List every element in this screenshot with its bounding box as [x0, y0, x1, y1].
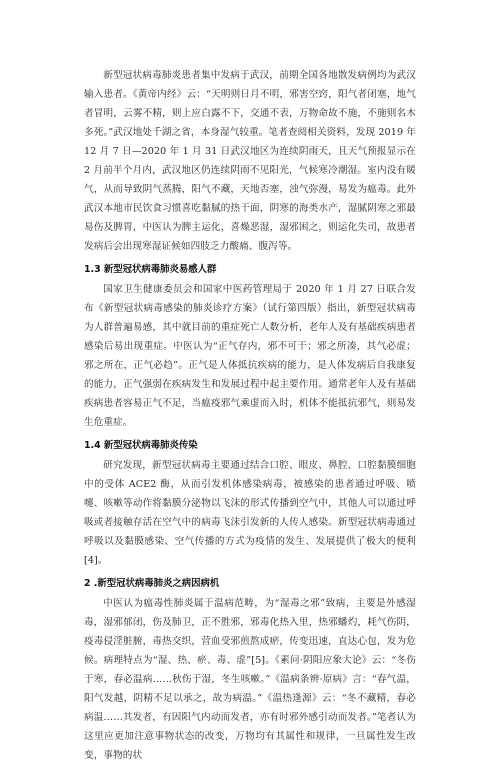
- section-heading-transmission: 1.4 新型冠状病毒肺炎传染: [84, 440, 198, 451]
- section-heading-etiology: 2 .新型冠状病毒肺炎之病因病机: [84, 578, 220, 589]
- paragraph-wuhan-climate: 新型冠状病毒肺炎患者集中发病于武汉，前期全国各地散发病例均为武汉输入患者。《黄帝内经》云：“天明则日月不明，邪害空窍，阳气者闭塞，地气者冒明，云雾不精，则上应白露不下，交通不表，万物命故不施，不施则名木多死。”武汉地处千湖之省，本身湿气较重。笔者查阅相关资料，发现 2019 年 12 月 7 日—2020 年 1 月 31 日武汉地区为连续阴雨天，且天气预报显示在 2 月前半个月内，武汉地区仍连续阴雨不见阳光，气候寒冷潮湿。室内没有暖气，从而导致阴气蒸腾，阳气不藏，天地否塞，浊气弥漫，易发为瘟毒。此外武汉本地市民饮食习惯喜吃黏腻的热干面，阴寒的海类水产，湿腻阴寒之邪最易伤及脾胃，中医认为脾主运化，喜燥恶湿，湿邪困之，则运化失司，故患者发病后会出现寒湿证候如四肢乏力酸痛、腹泻等。: [84, 70, 416, 252]
- paragraph-etiology: 中医认为瘟毒性肺炎属于温病范畴，为“湿毒之邪”致病，主要是外感湿毒，湿邪郁闭，伤及肺卫，正不胜邪，邪毒化热入里，热邪蟠灼，耗气伤阴，疫毒侵淫脏腑，毒热交织，营血受邪煎熬成瘀，传变迅速，直达心包，发为危候。病理特点为“湿、热、瘀、毒、虚”[5]。《素问·阴阳应象大论》云：“冬伤于寒，春必温病……秋伤于湿，冬生咳嗽。”《温病条辨·原病》言：“春气温，阳气发越，阴精不足以承之，故为病温。”《温热逢源》云：“冬不藏精，春必病温……其发者，有因阳气内动而发者，亦有时邪外感引动而发者。”笔者认为这里应更加注意事物状态的改变，万物均有其属性和规律，一旦属性发生改变，事物的状: [84, 598, 416, 761]
- section-heading-susceptible-population: 1.3 新型冠状病毒肺炎易感人群: [84, 264, 217, 275]
- paragraph-transmission: 研究发现，新型冠状病毒主要通过结合口腔、眼皮、鼻腔、口腔黏膜细胞中的受体 ACE2 酶，从而引发机体感染病毒，被感染的患者通过呼吸、喷嚏、咳嗽等动作将黏膜分泌物以飞沫的形式传播到空气中，其他人可以通过呼吸或者接触存活在空气中的病毒飞沫引发新的人传人感染。新型冠状病毒通过呼吸以及黏膜感染、空气传播的方式为疫情的发生、发展提供了极大的便利[4]。: [84, 460, 416, 566]
- paragraph-susceptible-population: 国家卫生健康委员会和国家中医药管理局于 2020 年 1 月 27 日联合发布《新型冠状病毒感染的肺炎诊疗方案》（试行第四版）指出，新型冠状病毒为人群普遍易感，其中就目前的重症死亡人数分析，老年人及有基础疾病患者感染后易出现重症。中医认为“正气存内，邪不可干；邪之所凑，其气必虚；邪之所在，正气必趋”。正气是人体抵抗疾病的能力，是人体发病后自我康复的能力，正气强弱在疾病发生和发展过程中起主要作用。通常老年人及有基础疾病患者容易正气不足，当瘟疫邪气乘虚而入时，机体不能抵抗邪气，则易发生危重症。: [84, 284, 416, 428]
